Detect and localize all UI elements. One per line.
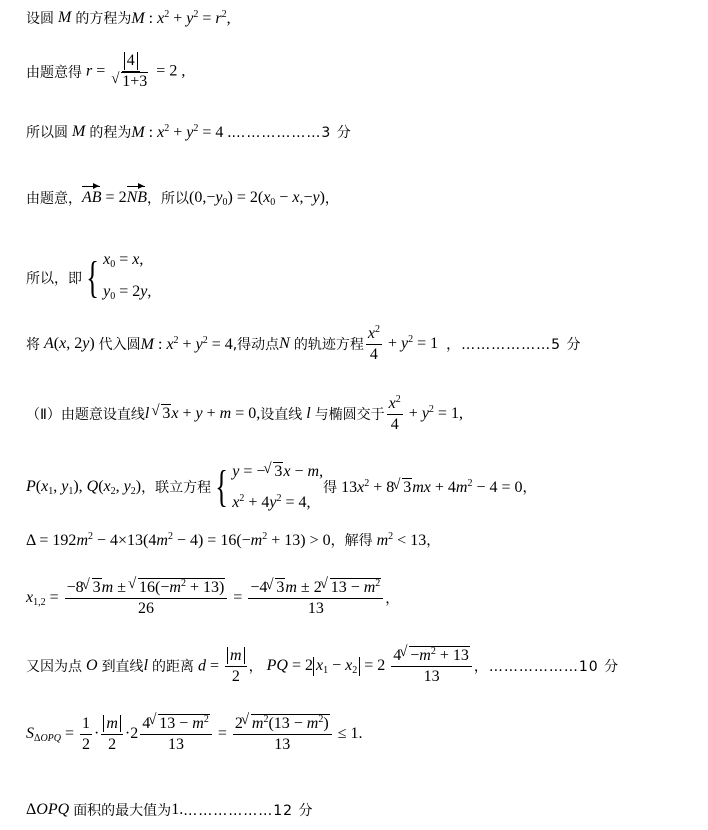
system-brace: { y = −√ 3x − m, $x^2 + 4y^2 = 4$, — [211, 458, 323, 516]
math: AB = 2NB — [82, 189, 148, 206]
math: ΔOPQ — [26, 801, 70, 818]
math: 1. — [171, 801, 184, 818]
text: ， — [248, 659, 263, 676]
math: $\frac{x^2}{4}$ + $y^2 = 1$, — [388, 394, 463, 434]
math: $\Delta = 192m^2 - 4\times 13(4m^2 - 4) = 16(-m^2 + 13) > 0$ — [26, 530, 331, 549]
text: 又因为点 — [26, 659, 82, 676]
line-9 — [26, 530, 440, 550]
text: 设直线 — [260, 407, 303, 424]
line-3 — [26, 122, 352, 142]
text: ,得动点 — [232, 337, 280, 354]
math: N — [279, 335, 290, 353]
math: M : $x^2 + y^2 = 4$ . — [131, 122, 232, 141]
math: l — [143, 657, 149, 675]
line-8 — [26, 458, 537, 516]
math: $m^2 < 13$ — [376, 530, 427, 549]
score-mark: ………………12 分 — [183, 803, 314, 819]
system-brace: { $x_0 = x$, $y_0 = 2y$, — [86, 251, 152, 302]
line-12 — [26, 714, 362, 755]
text: 的距离 — [152, 659, 195, 676]
line-5 — [26, 246, 151, 310]
text: 代入圆 — [98, 337, 141, 354]
math: $S_{\Delta OPQ}$ = $\frac{1}{2}$ · $\frac{m}{2}$ ·2 $\frac{4√ 13 - m^2}{13}$ = $\frac{2√ m^2(13 - m^2)}{13}$ ≤ 1. — [26, 714, 362, 755]
score-mark: ………………3 分 — [231, 125, 352, 141]
text: 得 — [323, 480, 338, 496]
math: M — [58, 9, 72, 26]
math: M : $x^2 + y^2 = 4$ — [140, 334, 233, 353]
line-7 — [26, 394, 463, 435]
math: l √ 3x + y + m = 0, — [145, 405, 260, 423]
text: ， — [522, 480, 537, 496]
math: PQ = 2 $x_1 - x_2 = 2$ $\frac{4√ -m^2 + 13}{13}$ — [263, 646, 474, 687]
text: ， — [426, 533, 441, 549]
math: $(0,-y_0) = 2(x_0 - x,-y)$ — [189, 188, 325, 208]
text: 面积的最大值为 — [73, 803, 172, 819]
text: 由题意， — [26, 191, 82, 207]
text: 所以圆 — [26, 125, 68, 141]
text: 所以，即 — [26, 271, 82, 287]
line-6 — [26, 324, 581, 365]
math: $\frac{x^2}{4}$ + $y^2 = 1$ — [367, 324, 447, 364]
text: 的程为 — [89, 125, 132, 141]
math: $x_{1,2}$ = $\frac{-8√ 3m \pm √ 16(-m^2 + 13)}{26}$ = $\frac{-4√ 3m \pm 2√ 13 - m^2}{13}$ — [26, 578, 385, 619]
text: ，所以 — [147, 191, 190, 207]
line-11 — [26, 646, 619, 687]
text: ， — [385, 591, 400, 608]
math: A(x, 2y) — [44, 335, 99, 353]
text: 与椭圆交于 — [314, 407, 385, 424]
math: $P(x_1$, $y_1$), $Q(x_2$, $y_2$) — [26, 477, 142, 497]
text: ，解得 — [330, 533, 373, 549]
line-13 — [26, 800, 313, 820]
score-mark: ，………………5 分 — [446, 337, 582, 354]
math: M : $x^2 + y^2 = r^2$, — [131, 8, 231, 27]
text: （Ⅱ）由题意设直线 — [26, 407, 145, 424]
math: d = $\frac{m}{2}$ — [194, 647, 249, 687]
math: O — [86, 657, 98, 675]
line-10 — [26, 578, 399, 619]
line-4 — [26, 188, 339, 208]
score-mark: ，………………10 分 — [473, 659, 620, 676]
text: 将 — [26, 337, 40, 354]
text: 的方程为 — [75, 11, 132, 27]
text: 到直线 — [101, 659, 144, 676]
text: 设圆 — [26, 11, 54, 27]
text: ， — [324, 191, 339, 207]
text: 由题意得 — [26, 64, 82, 81]
math: l — [306, 405, 311, 423]
math: $13x^2 + 8√$ $3mx + 4m^2 - 4 = 0$ — [337, 478, 522, 497]
line-2 — [26, 52, 185, 92]
text: 的轨迹方程 — [293, 337, 364, 354]
math: M — [72, 123, 86, 140]
line-1 — [26, 8, 231, 28]
text: ，联立方程 — [141, 480, 212, 496]
math: r = 4 √ 1+3 = 2 , — [82, 52, 185, 92]
